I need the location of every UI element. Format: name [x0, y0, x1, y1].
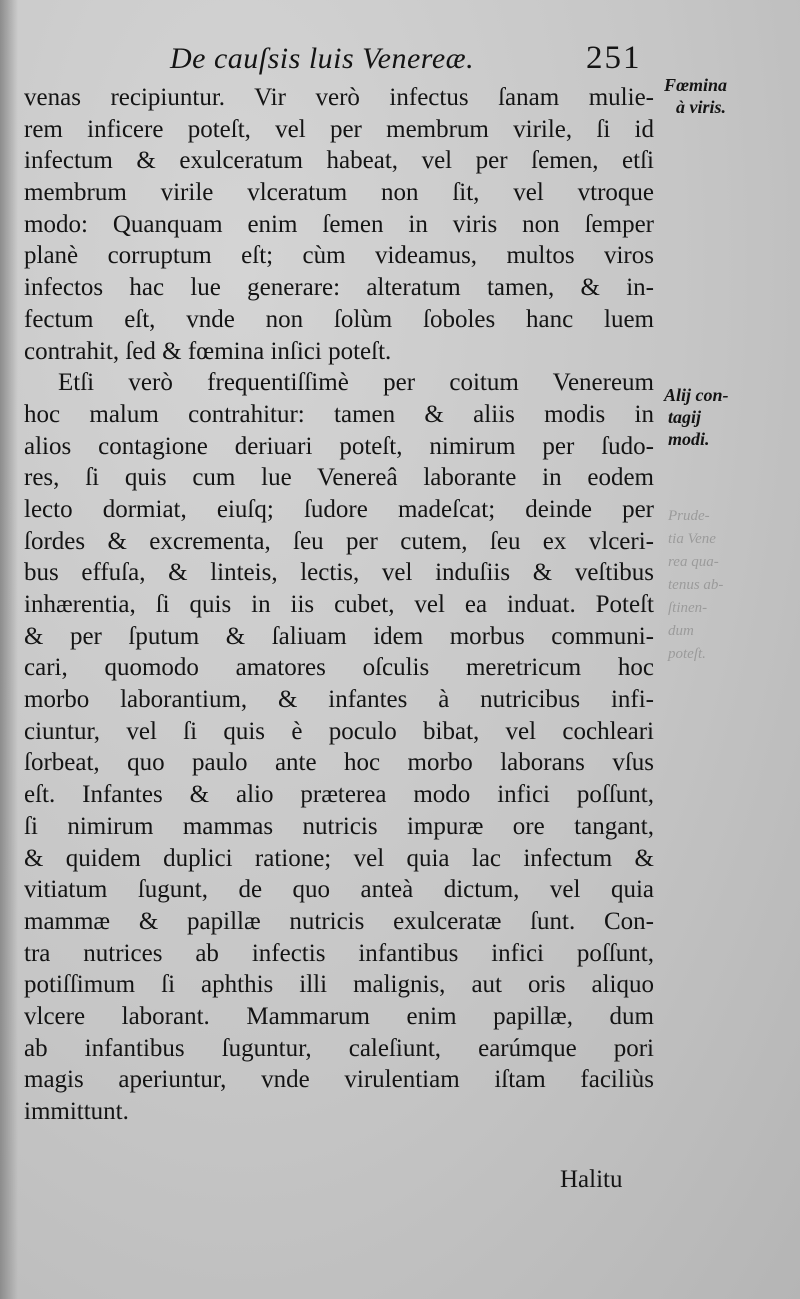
catchword: Halitu — [560, 1166, 623, 1193]
text-line: membrum virile vlceratum non ſit, vel vtroque — [24, 179, 654, 207]
text-line: venas recipiuntur. Vir verò infectus ſanam mulie- — [24, 84, 654, 111]
bleed-through-text — [668, 505, 793, 666]
bleed-line: dum — [668, 623, 694, 639]
text-line: planè corruptum eſt; cùm videamus, multos viros — [24, 242, 654, 270]
text-line: ſordes & excrementa, ſeu per cutem, ſeu ex vlceri- — [24, 527, 654, 555]
bleed-line: tenus ab- — [668, 577, 724, 593]
margin-note-line: modi. — [668, 429, 710, 449]
text-line: tra nutrices ab infectis infantibus infici poſſunt, — [24, 939, 654, 967]
text-line: rem inficere poteſt, vel per membrum virile, ſi id — [24, 115, 654, 143]
text-line: eſt. Infantes & alio præterea modo infici poſſunt, — [24, 781, 654, 809]
text-line: potiſſimum ſi aphthis illi malignis, aut oris aliquo — [24, 971, 654, 999]
margin-note-line: à viris. — [676, 97, 727, 117]
text-line: & per ſputum & ſaliuam idem morbus communi- — [24, 622, 654, 650]
text-line: magis aperiuntur, vnde virulentiam iſtam faciliùs — [24, 1066, 654, 1094]
text-line: alios contagione deriuari poteſt, nimirum per ſudo- — [24, 432, 654, 460]
margin-note-line: Alij con- — [664, 385, 729, 405]
bleed-line: poteſt. — [668, 646, 706, 662]
text-line: immittunt. — [24, 1098, 129, 1125]
gutter-shadow — [0, 0, 18, 1299]
page-number: 251 — [586, 40, 642, 76]
text-line: contrahit, ſed & fœmina inſici poteſt. — [24, 337, 392, 365]
margin-note-contagii — [664, 384, 729, 450]
body-text — [24, 82, 654, 1128]
bleed-line: ſtinen- — [668, 600, 708, 616]
margin-note-line: tagij — [668, 407, 702, 427]
text-line: lecto dormiat, eiuſq; ſudore madeſcat; deinde per — [24, 495, 654, 523]
text-line: vitiatum ſugunt, de quo anteà dictum, vel quia — [24, 876, 654, 904]
text-line: ſorbeat, quo paulo ante hoc morbo laborans vſus — [24, 749, 654, 777]
text-line: fectum eſt, vnde non ſolùm ſoboles hanc luem — [24, 305, 654, 333]
text-line: infectum & exulceratum habeat, vel per ſemen, etſi — [24, 147, 654, 175]
text-line: morbo laborantium, & infantes à nutricibus infi- — [24, 686, 654, 714]
text-line: ab infantibus ſuguntur, caleſiunt, earúmque pori — [24, 1034, 654, 1062]
bleed-line: Prude- — [668, 508, 710, 524]
text-line: res, ſi quis cum lue Venereâ laborante in eodem — [24, 464, 654, 492]
text-line: bus effuſa, & linteis, lectis, vel induſiis & veſtibus — [24, 559, 654, 587]
text-line: & quidem duplici ratione; vel quia lac infectum & — [24, 844, 654, 872]
margin-note-line: Fœmina — [664, 75, 728, 95]
text-line: ciuntur, vel ſi quis è poculo bibat, vel cochleari — [24, 717, 654, 745]
text-line: ſi nimirum mammas nutricis impuræ ore tangant, — [24, 812, 654, 840]
margin-note-foemina — [664, 74, 727, 118]
bleed-line: rea qua- — [668, 554, 719, 570]
text-line: cari, quomodo amatores oſculis meretricum hoc — [24, 654, 654, 682]
running-title: De cauſsis luis Venereæ. — [170, 42, 475, 75]
text-line: hoc malum contrahitur: tamen & aliis modis in — [24, 400, 654, 428]
text-line: inhærentia, ſi quis in iis cubet, vel ea induat. Poteſt — [24, 591, 654, 618]
text-line: infectos hac lue generare: alteratum tamen, & in- — [24, 274, 654, 302]
bleed-line: tia Vene — [668, 531, 716, 547]
text-line: Etſi verò frequentiſſimè per coitum Venereum — [58, 369, 654, 397]
text-line: mammæ & papillæ nutricis exulceratæ ſunt. Con- — [24, 907, 654, 935]
text-line: modo: Quanquam enim ſemen in viris non ſemper — [24, 210, 654, 238]
text-line: vlcere laborant. Mammarum enim papillæ, dum — [24, 1002, 654, 1030]
